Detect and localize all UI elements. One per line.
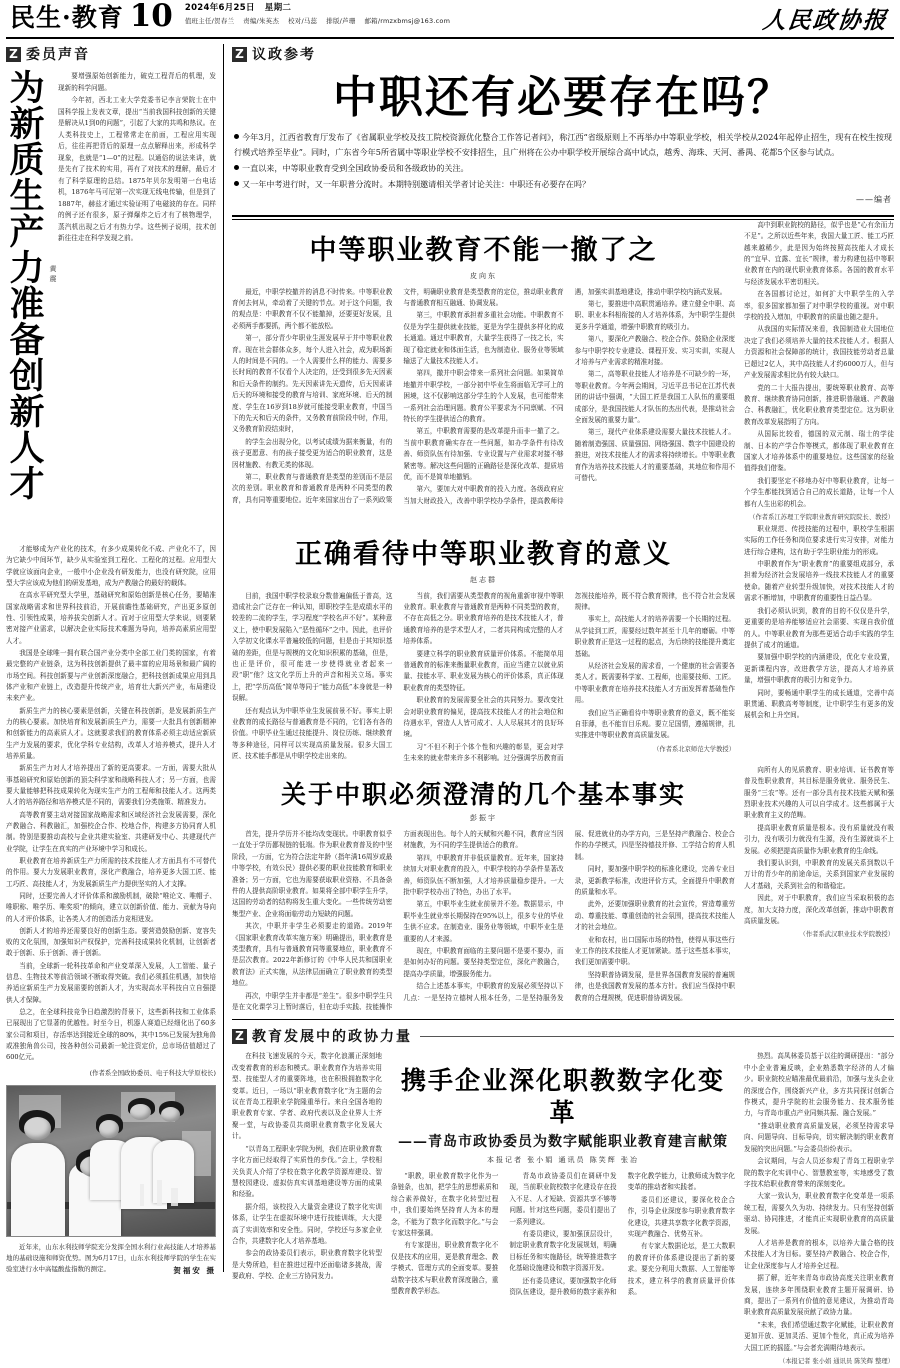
article-paragraph: 目前，我国中职学校录取分数普遍偏低于普高，这造成社会广泛存在一种认知，即职校学生是成绩水平的较差的二流的学生，学习程度“学校名声不好”。某种意义上，使中职发展陷入“恶性循环”之中。因此，也评价入学初文化课水平普遍较低的问题，但是由于其知识基础的差距，但是与规模的文化知识积累的基础，但是，也正是评价，很可能进一步使得就业者起来一段“职”他？这文化学历上升的声音和相关立场。事实上，把“学历高低”简单等同于“能力高低”本身就是一种误解。 (232, 591, 393, 703)
article-paragraph: 再次，中职学生并非都是“差生”。很多中职学生只是在文化课学习上暂时落后，但在动手实践、技能操作方面表现出色。每个人的天赋和兴趣不同，教育应当因材施教，为不同的学生提供适合的教育。 (232, 829, 564, 1012)
sidebar-paragraph: 高中到职业院校的路径，似乎也是“心有余而力不足”。之所以近些年来，我国大量工匠、能工巧匠越来越稀少，此是因为始终按照高技能人才成长的“宜早、宜露、宜长”规律，着力构建包括中等职业教育在内的现代职业教育体系。各国的教育水平与经济发展水平密切相关。 (744, 220, 894, 286)
sidebar-paragraph: 我们要认识到，中职教育的发展关系到数以千万计的青少年的前途命运，关系到国家产业发展的人才基础，关系到社会的和谐稳定。 (744, 858, 894, 890)
sidebar-paragraph: 同时，要畅通中职学生的成长通道，完善中高职贯通、职教高考等制度，让中职学生有更多的发展机会和上升空间。 (744, 688, 894, 720)
lab-photo (6, 1085, 216, 1237)
article-paragraph: 要建立科学的职业教育质量评价体系。不能简单用普通教育的标准来衡量职业教育，而应当建立以就业质量、技能水平、职业发展为核心的评价体系，真正体现职业教育的类型特征。 (403, 649, 564, 692)
masthead-left (10, 0, 173, 34)
article-paragraph: 结合上述基本事实，中职教育的发展必须坚持以下几点：一是坚持立德树人根本任务，二是坚持服务发展、促进就业的办学方向，三是坚持产教融合、校企合作的办学模式，四是坚持德技并修、工学结合的育人机制。 (403, 829, 735, 1002)
article-paragraph: 习“不但不利于个体个性和兴趣的彰显，更会对学生未来的就业带来许多不利影响。过分强调学历教育而忽视技能培养，既不符合教育规律，也不符合社会发展规律。 (403, 591, 735, 763)
bullet-item (234, 177, 892, 192)
section-label-text: 议政参考 (252, 47, 316, 63)
article-paragraph: 的学生会出现分化，以考试成绩为据来衡量，有的孩子更愿意、有的孩子接受更为适合的职业教育，这是因材施教、有教无类的体现。 (232, 437, 393, 469)
masthead-rule (6, 37, 894, 39)
bottom-article-byline: 本报记者 张小娟 通讯员 陈笑辉 张冶 (487, 1155, 639, 1164)
article-1-attribution: （作者系江苏理工学院职业教育研究院院长、教授） (749, 513, 894, 521)
bullet-text: 一直以来，中等职业教育受到全国政协委员和各级政协的关注。 (242, 162, 469, 173)
article-3-zone (232, 765, 894, 1014)
weekday: 星期二 (264, 3, 292, 13)
bottom-article-right (744, 1051, 894, 1367)
bottom-paragraph: “未来，我们希望通过数字化赋能，让职业教育更加开放、更加灵活、更加个性化，真正成为培养大国工匠的摇篮。”与会者充满期待地表示。 (744, 1320, 894, 1352)
article-3-author: 彭振宇 (470, 813, 497, 822)
sidebar-paragraph: 我们必须认识到，教育的目的不仅仅是升学，更重要的是培养能够适应社会需要、实现自我价值的人。中等职业教育为那些更适合动手实践的学生提供了成才的通道。 (744, 606, 894, 649)
article-3-main (232, 765, 744, 1014)
bottom-paragraph: 在科技飞速发展的今天，数字化浪潮正深刻地改变着教育的形态和模式。职业教育作为培养实用型、技能型人才的重要阵地，也在积极拥抱数字化变革。近日，一场以“职业教育数字化”为主题的会议在青岛工程职业学院隆重举行。来自全国各地的职业教育专家、学者、政府代表以及企业界人士齐聚一堂，与政协委员共商职业教育数字化发展大计。 (232, 1052, 382, 1141)
bullet-dot-icon (234, 134, 239, 139)
photo-credit: 贺福安 摄 (173, 1265, 216, 1275)
article-3-sidebar (744, 765, 894, 1014)
bottom-paragraph: “以青岛工程职业学院为例，我们在职业教育数字化方面已经取得了实质性的步伐。”会上，学校相关负责人介绍了学校在数字化教学资源库建设、智慧校园建设、虚拟仿真实训基地建设等方面的成果和经验。 (232, 1144, 382, 1199)
article-paragraph: 事实上，高技能人才的培养需要一个长期的过程。从学徒到工匠，需要经过数年甚至十几年的磨砺。中等职业教育正是这一过程的起点，为后续的技能提升奠定基础。 (574, 615, 735, 658)
article-1-author: 皮向东 (470, 271, 497, 280)
article-2-body (232, 591, 735, 765)
section-label-policy-reference (232, 44, 894, 64)
bottom-paragraph: 青岛市政协委员们在调研中发现，当前职业院校数字化建设存在投入不足、人才短缺、资源共享不够等问题。针对这些问题，委员们提出了一系列建议。 (509, 1171, 617, 1226)
page-body (4, 44, 894, 1366)
bottom-paragraph: 有委员建议，要加强顶层设计，制定职业教育数字化发展规划，明确目标任务和实施路径，统筹推进数字化基础设施建设和数字资源开发。 (509, 1229, 617, 1273)
bottom-article-zone (232, 1051, 894, 1367)
editor-signature: ——编者 (856, 195, 892, 205)
bullet-dot-icon (234, 181, 239, 186)
body-paragraph: 总之，在全球科技竞争日趋激烈的背景下，这些新科技和工业体系已展现出了它显著的优越性。时至今日，机器人赛道已经细化出了60多家公司和项目，存活率达到接近全球的80%，其中15%已发展为独角兽或准独角兽公司，按各种创公司最新一轮注资定价，总市场估值超过了600亿元。 (6, 1008, 216, 1062)
article-3-body (232, 829, 735, 1014)
article-2-author: 赵志群 (470, 575, 497, 584)
article-2-title: 正确看待中等职业教育的意义 (295, 538, 672, 570)
bottom-paragraph: 据介绍，该校投入大量资金建设了数字化实训体系，让学生在虚拟环境中进行技能训练，大大提高了实训效率和安全性。同时，学校还与多家企业合作，共建数字化人才培养基地。 (232, 1202, 382, 1245)
article-paragraph: 第三，中职教育承担着多重社会功能。中职教育不仅是为学生提供就业技能，更是为学生提供多样化的成长通道。通过中职教育，大量学生获得了一技之长，实现了稳定就业和体面生活，也为制造业、服务业等领域输送了大量技术技能人才。 (403, 311, 564, 365)
article-paragraph: 第四，中职教育并非低质量教育。近年来，国家持续加大对职业教育的投入，中职学校的办学条件显著改善，师资队伍不断加强，人才培养质量稳步提升。一大批中职学校办出了特色，办出了水平。 (403, 853, 564, 896)
sidebar-paragraph: 从我国的实际情况来看，我国制造业大国地位决定了我们必须培养大量的技术技能人才。根据人力资源和社会保障部的统计，我国技能劳动者总量已超过2亿人，其中高技能人才约6000万人，但与产业发展需求相比仍有较大缺口。 (744, 325, 894, 380)
bottom-article-body (391, 1171, 735, 1299)
sidebar-paragraph: 向所有人的见质教育、职业培训、证书教育等普及性职业教育，其目标是服务就业、服务民生、服务“三农”等。还有一部分具有技术技能天赋和强烈职业技术兴趣的人可以自学成才。这些都属于大职业教育主义的范畴。 (744, 765, 894, 820)
credit-editor: 责编/朱英杰 (243, 16, 280, 25)
body-paragraph: 同时，还要完善人才评价体系和激励机制，破除“唯论文、唯帽子、唯职称、唯学历、唯奖项”的倾向，建立以创新价值、能力、贡献为导向的人才评价体系，让各类人才的创造活力竞相迸发。 (6, 891, 216, 923)
article-1-title: 中等职业教育不能一撤了之 (309, 234, 658, 266)
sidebar-paragraph: 职业规范、传授技能的过程中，职校学生根据实际的工作任务和岗位要求进行实习安排，对能力进行综合建构，这有助于学生职业能力的形成。 (744, 524, 894, 556)
publication-date: 2024年6月25日 (184, 3, 255, 13)
article-paragraph: 职业教育的发展需要全社会的共同努力。要改变社会对职业教育的偏见，提高技术技能人才的社会地位和待遇水平，营造人人皆可成才、人人尽展其才的良好环境。 (403, 696, 564, 739)
body-paragraph: 新质生产力对人才培养提出了新的更高要求。一方面，需要大批从事基础研究和原始创新的顶尖科学家和战略科技人才；另一方面，也需要大量能够把科技成果转化为现实生产力的工程师和技能人才。这两类人才的培养路径和培养模式是不同的，需要我们分类施策、精准发力。 (6, 764, 216, 807)
bottom-article-main (391, 1051, 744, 1367)
article-2-zone (232, 524, 894, 765)
bullet-text: 今年3月，江西省教育厅发布了《省属职业学校及技工院校资源优化整合工作答记者问》，称江西“省级原则上不再举办中等职业学校，相关学校从2024年起停止招生，现有在校生按现行模式培养至毕业”。同时，广东省今年5所省属中等职业学校不安排招生，且广州将在公办中职学校开展综合高中试点，越秀、海珠、天河、番禺、花都5个区参与试点。 (234, 132, 892, 158)
left-column (4, 44, 224, 1275)
article-paragraph: 第六，要加大对中职教育的投入力度。各级政府应当加大财政投入，改善中职学校办学条件，提高教师待遇，加强实训基地建设，推动中职学校内涵式发展。 (403, 287, 727, 505)
page-number: 10 (129, 0, 173, 34)
article-1-main (232, 220, 744, 524)
bullet-item (234, 161, 892, 176)
article-3-attribution: （作者系武汉职业技术学院教授） (799, 931, 894, 939)
article-2-sidebar (744, 524, 894, 765)
bottom-paragraph: 据了解，近年来青岛市政协高度关注职业教育发展，连续多年围绕职业教育主题开展调研、协商，提出了一系列有价值的意见建议，为推动青岛职业教育高质量发展贡献了政协力量。 (744, 1274, 894, 1317)
sidebar-paragraph: 党的二十大报告提出，要统筹职业教育、高等教育、继续教育协同创新，推进职普融通、产教融合、科教融汇，优化职业教育类型定位。这为职业教育改革发展指明了方向。 (744, 383, 894, 426)
z-badge-icon: Z (232, 1029, 247, 1044)
sidebar-paragraph: 从国际比较看，德国的双元制、瑞士的学徒制、日本的产学合作等模式，都体现了职业教育在国家人才培养体系中的重要地位。这些国家的经验值得我们借鉴。 (744, 430, 894, 473)
bottom-article-title: 携手企业深化职教数字化变革 (400, 1066, 725, 1127)
article-paragraph: 第三，现代产业体系建设需要大量技术技能人才。随着制造强国、质量强国、网络强国、数字中国建设的推进，对技术技能人才的需求将持续增长。中等职业教育作为培养技术技能人才的重要基础，其地位和作用不可替代。 (574, 428, 735, 483)
body-paragraph: 才能够成为产业化的技术，有多少成果转化不成、产业化不了，因为它缺少中间环节，缺少从实验室到工程化、工程化的过程。应用型大学就应该面向企业，一般中小企业没有研发能力，也没有研究院，应用型大学应该成为他们的研发基地，成为产教融合的最好的载体。 (6, 545, 216, 587)
masthead-meta (185, 0, 459, 25)
z-badge-icon: Z (232, 47, 247, 62)
section-label-text: 委员声音 (26, 47, 90, 63)
photo-block (6, 1085, 216, 1276)
sidebar-paragraph: 我们要坚定不移地办好中等职业教育，让每一个学生都能找到适合自己的成长道路，让每一个人都有人生出彩的机会。 (744, 476, 894, 508)
bottom-paragraph: 会议期间，与会人员还参观了青岛工程职业学院的数字化实训中心、智慧教室等，实地感受了数字技术给职业教育带来的深刻变化。 (744, 1157, 894, 1188)
bottom-paragraph: 有专家大数据论坛，是工大数职的教育评价体系建设提出了新的要求。要充分利用大数据、人工智能等技术，建立科学的教育质量评价体系。 (627, 1242, 735, 1297)
article-2-attribution: （作者系北京师范大学教授） (653, 745, 735, 753)
article-paragraph: 第二，高等职业技能人才培养是不可缺少的一环，等职业教育。今年两会期间，习近平总书记在江苏代表团的讲话中强调，“大国工匠是我国工人队伍的重要组成部分，是我国技能人才队伍的杰出代表，是推动社会全面发展的重要力量”。 (574, 370, 735, 425)
body-paragraph: 创新人才的培养还需要良好的创新生态。要营造鼓励创新、宽容失败的文化氛围，加强知识产权保护，完善科技成果转化机制，让创新者敢于创新、乐于创新、善于创新。 (6, 926, 216, 958)
article-paragraph: 当前，我们需要从类型教育的视角重新审视中等职业教育。职业教育与普通教育是两种不同类型的教育，不存在高低之分。职业教育培养的是技术技能人才，普通教育培养的是学术型人才，二者共同构成完整的人才培养体系。 (403, 591, 564, 646)
article-paragraph: 我们应当正确看待中等职业教育的意义，既不能妄自菲薄，也不能盲目乐观。要立足国情，遵循规律，扎实推进中等职业教育高质量发展。 (574, 708, 735, 740)
article-paragraph: 最近，中职学校撤并的消息不时传来。中等职业教育何去何从，牵动着了关键的节点。对于这个问题，我的观点是：中职教育不仅不能撤掉，还要更好发展，且必须两手都要抓，两个都不能放松。 (232, 287, 393, 330)
body-paragraph: 高等教育要主动对接国家战略需求和区域经济社会发展需要，深化产教融合、科教融汇，加强校企合作、校地合作，构建多方协同育人机制。特别是要推动高校与企业共建实验室、共建研发中心、共建现代产业学院，让学生在真实的产业环境中学习和成长。 (6, 810, 216, 853)
article-paragraph: 第七，要推进中高职贯通培养。建立健全中职、高职、职业本科相衔接的人才培养体系，为中职学生提供更多升学通道，增强中职教育的吸引力。 (574, 299, 735, 331)
photo-caption: 近年来，山东水利技师学院充分发挥全国水利行业高技能人才培养基地的基础设施和师资优势。图为6月17日，山东水利技师学院的学生在实验室进行水中高锰酸盐指数的测定。 (6, 1242, 216, 1273)
bottom-paragraph: 还有委员建议，要加强数字化师资队伍建设，提升教师的数字素养和数字化教学能力，让教师成为数字化变革的推动者和实践者。 (509, 1171, 735, 1297)
article-paragraph: 坚持职普协调发展，是世界各国教育发展的普遍规律，也是我国教育发展的基本方针。我们应当保持中职教育的合理规模，促进职普协调发展。 (574, 970, 735, 1002)
bottom-paragraph: “职教，职业教育数字化作为一条链条，也加，把学生的思想素质和综合素养做好，在数字化转型过程中，我们要始终坚持育人为本的理念，不能为了数字化而数字化。”与会专家这样强调。 (391, 1171, 499, 1237)
bottom-paragraph: 参会的政协委员们表示，职业教育数字化转型是大势所趋，但在推进过程中还面临诸多挑战，需要政府、学校、企业三方协同发力。 (232, 1249, 382, 1281)
section-label-committee-voice (6, 44, 216, 64)
main-headline: 中职还有必要存在吗？ (333, 72, 793, 123)
bullet-text: 又一年中考进行时，又一年职普分流时。本期特别邀请相关学者讨论关注：中职还有必要存在吗？ (242, 178, 591, 189)
lead-article (6, 69, 216, 539)
article-paragraph: 第一，部分青少年职业生涯发展早于并中等职业教育。现在社会群体众多，每个人进入社会，成为职场新人的时间是不同的。一个人需要什么样的能力、需要多长时间的教育不仅看个人决定的，还受到很多先天因素和后天条件的制约。先天因素讲先天遗传，后天因素讲后天的环境和接受的教育与培训、家庭环境、后天的制度、学生在16岁到18岁就可能接受职业教育，中国当下的先天和后天的条件，又务教育前阶段中时，作用，义务教育阶段结束时， (232, 334, 393, 434)
section-label-text: 教育发展中的政协力量 (252, 1029, 412, 1046)
article-paragraph: 首先，提升学历并不能均改变现状。中职教育似乎一直处于学历鄙视链的低端。作为职业教育普及的中坚阶段，一方面，它为符合法定年龄（指年满16周岁或最中等学校，有效公民）提供必要的职业技能教育和职业准备；另一方面，它也为需要获取职业资格、不具备条件的人提供高阶职业教育。如果将全部中职学生升学，这国的劳动者的结构将发生重大变化。一些传统劳动密集型产业、企业将面临劳动力短缺的问题。 (232, 829, 393, 918)
sidebar-paragraph: 要加强中职学校的内涵建设，优化专业设置，更新课程内容，改进教学方法，提高人才培养质量，增强中职教育的吸引力和竞争力。 (744, 653, 894, 685)
bottom-article-attribution: （本报记者 张小娟 通讯员 陈笑辉 整理） (778, 1358, 894, 1366)
article-paragraph: 从经济社会发展的需求看，一个健康的社会需要各类人才。既需要科学家、工程师，也需要技师、工匠。中等职业教育在培养技术技能人才方面发挥着基础性作用。 (574, 662, 735, 705)
body-paragraph: 新质生产力的核心要素是创新，关键在科技创新，是发展新质生产力的核心要素。加快培育和发展新质生产力，需要一大批具有创新精神和创新能力的高素质人才。这就要求我们的教育体系必须主动适应新质生产力发展的要求，优化学科专业结构，改革人才培养模式，提升人才培养质量。 (6, 706, 216, 760)
left-body-text (6, 544, 216, 1064)
bottom-paragraph: 人才培养是教育的根本，以培养大量合格的技术技能人才为目标。要坚持产教融合、校企合作，让企业深度参与人才培养全过程。 (744, 1238, 894, 1270)
left-attribution: (作者系全国政协委员、电子科技大学原校长) (89, 1068, 216, 1077)
paper-logo: 人民政协报 (761, 7, 890, 34)
publication-date-line (185, 3, 459, 14)
section-name: 民生·教育 (10, 3, 124, 32)
article-2-main (232, 524, 744, 765)
article-paragraph: 第五，中职毕业生就业前景并不差。数据显示，中职毕业生就业率长期保持在95%以上，很多专业的毕业生供不应求。在制造业、服务业等领域，中职毕业生是重要的人才来源。 (403, 900, 564, 943)
body-paragraph: 在高水平研究型大学里，基础研究和原始创新是核心任务，要瞄准国家战略需求和世界科技前沿，开展前瞻性基础研究，产出更多原创性、引领性成果，培养拔尖创新人才。而对于应用型大学来说，则要紧密对接产业需求，以解决企业实际技术难题为导向，培养高素质应用型人才。 (6, 591, 216, 645)
article-3-title: 关于中职必须澄清的几个基本事实 (280, 779, 686, 809)
bottom-paragraph: 有专家提出，职业教育数字化不仅是技术的应用，更是教育理念、教学模式、管理方式的全面变革。要推动数字技术与职业教育深度融合，重塑教育教学形态。 (391, 1241, 499, 1296)
article-paragraph: 其次，中职并非学生必须要走的道路。2019年《国家职业教育改革实施方案》明确提出，职业教育是类型教育，具有与普通教育同等重要地位，职业教育不是层次教育。2022年新修订的《中华人民共和国职业教育法》正式实施，从法律层面确立了职业教育的类型地位。 (232, 922, 393, 988)
article-1-sidebar (744, 220, 894, 524)
sidebar-paragraph: 因此，对于中职教育，我们应当采取积极的态度，加大支持力度，深化改革创新，推动中职教育高质量发展。 (744, 894, 894, 925)
article-paragraph: 第八，要深化产教融合、校企合作。鼓励企业深度参与中职学校专业建设、课程开发、实习实训，实现人才培养与产业需求的精准对接。 (574, 335, 735, 366)
masthead-credits (185, 17, 459, 25)
article-paragraph: 第二，职业教育与普通教育是类型的差别而不是层次的差别。职业教育和普通教育是两种不同类型的教育，具有同等重要地位。近年来国家出台了一系列政策文件，明确职业教育是类型教育的定位，推动职业教育与普通教育相互融通、协调发展。 (232, 287, 564, 504)
section-label-rule (420, 1036, 894, 1037)
lead-intro (58, 69, 216, 539)
bottom-article-left (232, 1051, 391, 1367)
lead-paragraph: 要增强原始创新能力，破克工程背后的机理，发现新的科学问题。 (58, 72, 216, 92)
article-1-body (232, 287, 735, 508)
intro-bullets (232, 130, 894, 207)
lead-paragraph: 今年初，西北工业大学党委书记李言荣院士在中国科学报上发表文章，提出“当前我国科技创新的关键是解决从1到0的问题”，引起了大家的共鸣和热议。在人类科技史上，工程常常走在前面，工程应用实现后，往往再把背后的原理一点点解释出来，形成科学现象，也就是“1—0”的过程。以通俗的说法来讲，就是先有了技术的实用，再有了对技术的理解，最后才有了科学原理的总结。1875年贝尔发明第一台电话机，1876年马可尼第一次实现无线电传输，但是到了1887年，赫兹才通过实验证明了电磁波的存在。同样的例子还有很多，原子弹爆炸之后才有了核物理学，蒸汽机出现之后才有热力学。这些例子说明，技术创新往往走在科学发现之前。 (58, 96, 216, 243)
masthead (6, 0, 894, 36)
article-paragraph: 此外，还要加强职业教育的社会宣传，营造尊重劳动、尊重技能、尊重创造的社会氛围，提高技术技能人才的社会地位。 (574, 900, 735, 932)
bottom-paragraph: 大家一致认为，职业教育数字化变革是一项系统工程，需要久久为功、持续发力。只有坚持创新驱动、协同推进，才能真正实现职业教育的高质量发展。 (744, 1192, 894, 1235)
article-1-zone (232, 220, 894, 524)
credit-email: 邮箱/rmzxbmsj@163.com (364, 16, 451, 25)
bullet-dot-icon (234, 165, 239, 170)
article-paragraph: 第五，中职教育需要的是改革提升而非一撤了之。当前中职教育确实存在一些问题，如办学条件有待改善、师资队伍有待加强、专业设置与产业需求对接不够紧密等。解决这些问题的正确路径是深化改革、提质培优，而不是简单地撤销。 (403, 427, 564, 482)
article-paragraph: 还有观点认为中职毕业生发展前景不好。事实上职业教育的成长路径与普通教育是不同的，它们各有各的价值。中职毕业生通过技能提升、岗位历练、继续教育等多种途径，同样可以实现高质量发展。很多大国工匠、技术能手都是从中职学校走出来的。 (232, 706, 393, 761)
section-label-cppcc-power (232, 1026, 894, 1046)
sidebar-paragraph: 提高职业教育质量是根本。没有质量就没有吸引力，没有吸引力就没有生源，没有生源就谈不上发展。必须把提高质量作为职业教育的生命线。 (744, 823, 894, 855)
body-paragraph: 职业教育在培养新质生产力所需的技术技能人才方面具有不可替代的作用。要大力发展职业教育，深化产教融合，培养更多大国工匠、能工巧匠、高技能人才，为发展新质生产力提供坚实的人才支撑。 (6, 856, 216, 888)
z-badge-icon: Z (6, 47, 21, 62)
divider-thin (232, 1019, 894, 1020)
bottom-article-subtitle: ——青岛市政协委员为数字赋能职业教育建言献策 (398, 1133, 728, 1150)
credit-duty-editor: 值班主任/贺春兰 (184, 16, 235, 25)
sidebar-paragraph: 在各国都讨论过，如何扩大中职学生的入学率，很多国家都加强了对中职学校的重视。对中职学校的投入增加，中职教育的质量也随之提升。 (744, 290, 894, 322)
body-paragraph: 当前，全球新一轮科技革命和产业变革深入发展，人工智能、量子信息、生物技术等前沿领域不断取得突破。我们必须抓住机遇，加快培养适应新质生产力发展需要的创新人才，为实现高水平科技自立自强提供人才保障。 (6, 961, 216, 1004)
article-paragraph: 业和农村，出口国际市场的特性，使得从事这些行业工作的技术技能人才更加紧缺。基于这些基本事实，我们更加需要中职。 (574, 935, 735, 967)
article-paragraph: 现在，中职教育面临的主要问题不是要不要办，而是如何办好的问题。要坚持类型定位，深化产教融合，提高办学质量，增强服务能力。 (403, 947, 564, 978)
credit-layout: 排版/芦珊 (326, 16, 356, 25)
credit-proofreader: 校对/马蕊 (288, 16, 318, 25)
bottom-paragraph: 委员们还建议，要深化校企合作，引导企业深度参与职业教育数字化建设，共建共享数字化教学资源，实现产教融合、优势互补。 (627, 1195, 735, 1238)
bullet-item (234, 130, 892, 159)
bottom-paragraph: 热烈。高凤林委员基于以往的调研提出：“部分中小企业普遍反映，企业熟悉数字经济的人才偏少。职业院校应瞄准最优最前沿，加强与龙头企业的深度合作，围绕新兴产业，多方共同探讨创新合作模式，提升学院的社会服务能力、技术服务能力，与青岛市重点产业同频共振、融合发展。” (744, 1052, 894, 1118)
vertical-author: 黄震 (49, 265, 58, 285)
body-paragraph: 我国是全球唯一拥有联合国产业分类中全部工业门类的国家，有着最完整的产业链条，这为科技创新提供了最丰富的应用场景和最广阔的市场空间。科技创新要与产业创新深度融合，把科技创新成果应用到具体产业和产业链上，改造提升传统产业，培育壮大新兴产业，布局建设未来产业。 (6, 648, 216, 703)
bottom-paragraph: “推动职业教育高质量发展，必须坚持需求导向、问题导向、目标导向，切实解决制约职业教育发展的突出问题。”与会委员纷纷表示。 (744, 1121, 894, 1153)
sidebar-paragraph: 中职教育作为“职业教育”的重要组成部分，承担着为经济社会发展培养一线技术技能人才的重要使命。随着产业转型升级加快，对技术技能人才的需求不断增加，中职教育的重要性日益凸显。 (744, 560, 894, 603)
right-column (224, 44, 894, 1366)
article-paragraph: 同时，要加强中职学校的标准化建设，完善专业目录，更新教学标准，改进评价方式，全面提升中职教育的质量和水平。 (574, 865, 735, 896)
vertical-headline: 为新质生产力准备创新人才 (4, 69, 46, 501)
article-paragraph: 第四，撤并中职会带来一系列社会问题。如果简单地撤并中职学校，一部分初中毕业生将面临无学可上的困境，这不仅影响这部分学生的个人发展，也可能带来一系列社会治理问题。教育公平要求为不同禀赋、不同特长的学生提供适合的教育。 (403, 369, 564, 424)
